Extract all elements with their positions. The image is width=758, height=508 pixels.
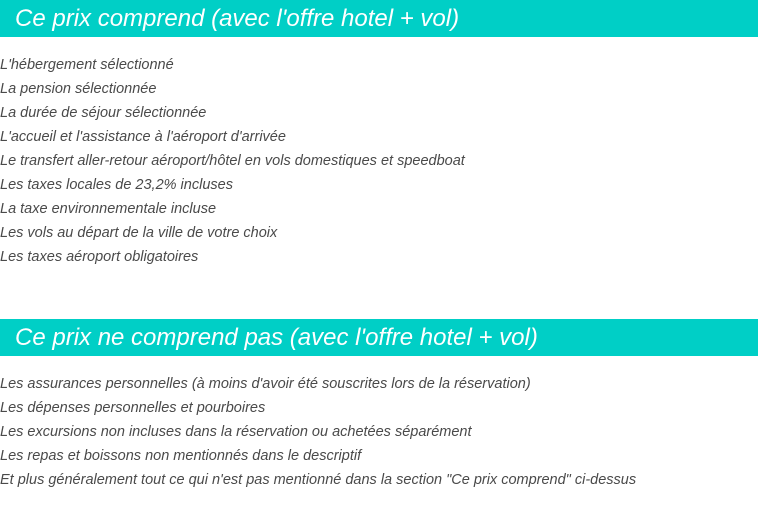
excluded-section-title: Ce prix ne comprend pas (avec l'offre hotel + vol): [0, 319, 758, 356]
excluded-item: Les assurances personnelles (à moins d'avoir été souscrites lors de la réservation): [0, 376, 531, 392]
included-item: Le transfert aller-retour aéroport/hôtel en vols domestiques et speedboat: [0, 153, 465, 169]
included-list: [0, 53, 465, 269]
included-item: La pension sélectionnée: [0, 81, 157, 97]
excluded-item: Les dépenses personnelles et pourboires: [0, 400, 266, 416]
excluded-item: Les excursions non incluses dans la réservation ou achetées séparément: [0, 424, 472, 440]
excluded-item: Et plus généralement tout ce qui n'est pas mentionné dans la section "Ce prix comprend" ci-dessus: [0, 472, 637, 488]
excluded-list: [0, 372, 636, 492]
included-item: La taxe environnementale incluse: [0, 201, 217, 217]
included-item: Les taxes aéroport obligatoires: [0, 249, 199, 265]
included-section-title: Ce prix comprend (avec l'offre hotel + vol): [0, 0, 758, 37]
included-item: L'hébergement sélectionné: [0, 57, 174, 73]
included-item: Les taxes locales de 23,2% incluses: [0, 177, 233, 193]
included-item: La durée de séjour sélectionnée: [0, 105, 207, 121]
included-item: Les vols au départ de la ville de votre choix: [0, 225, 278, 241]
excluded-item: Les repas et boissons non mentionnés dans le descriptif: [0, 448, 362, 464]
included-item: L'accueil et l'assistance à l'aéroport d'arrivée: [0, 129, 286, 145]
